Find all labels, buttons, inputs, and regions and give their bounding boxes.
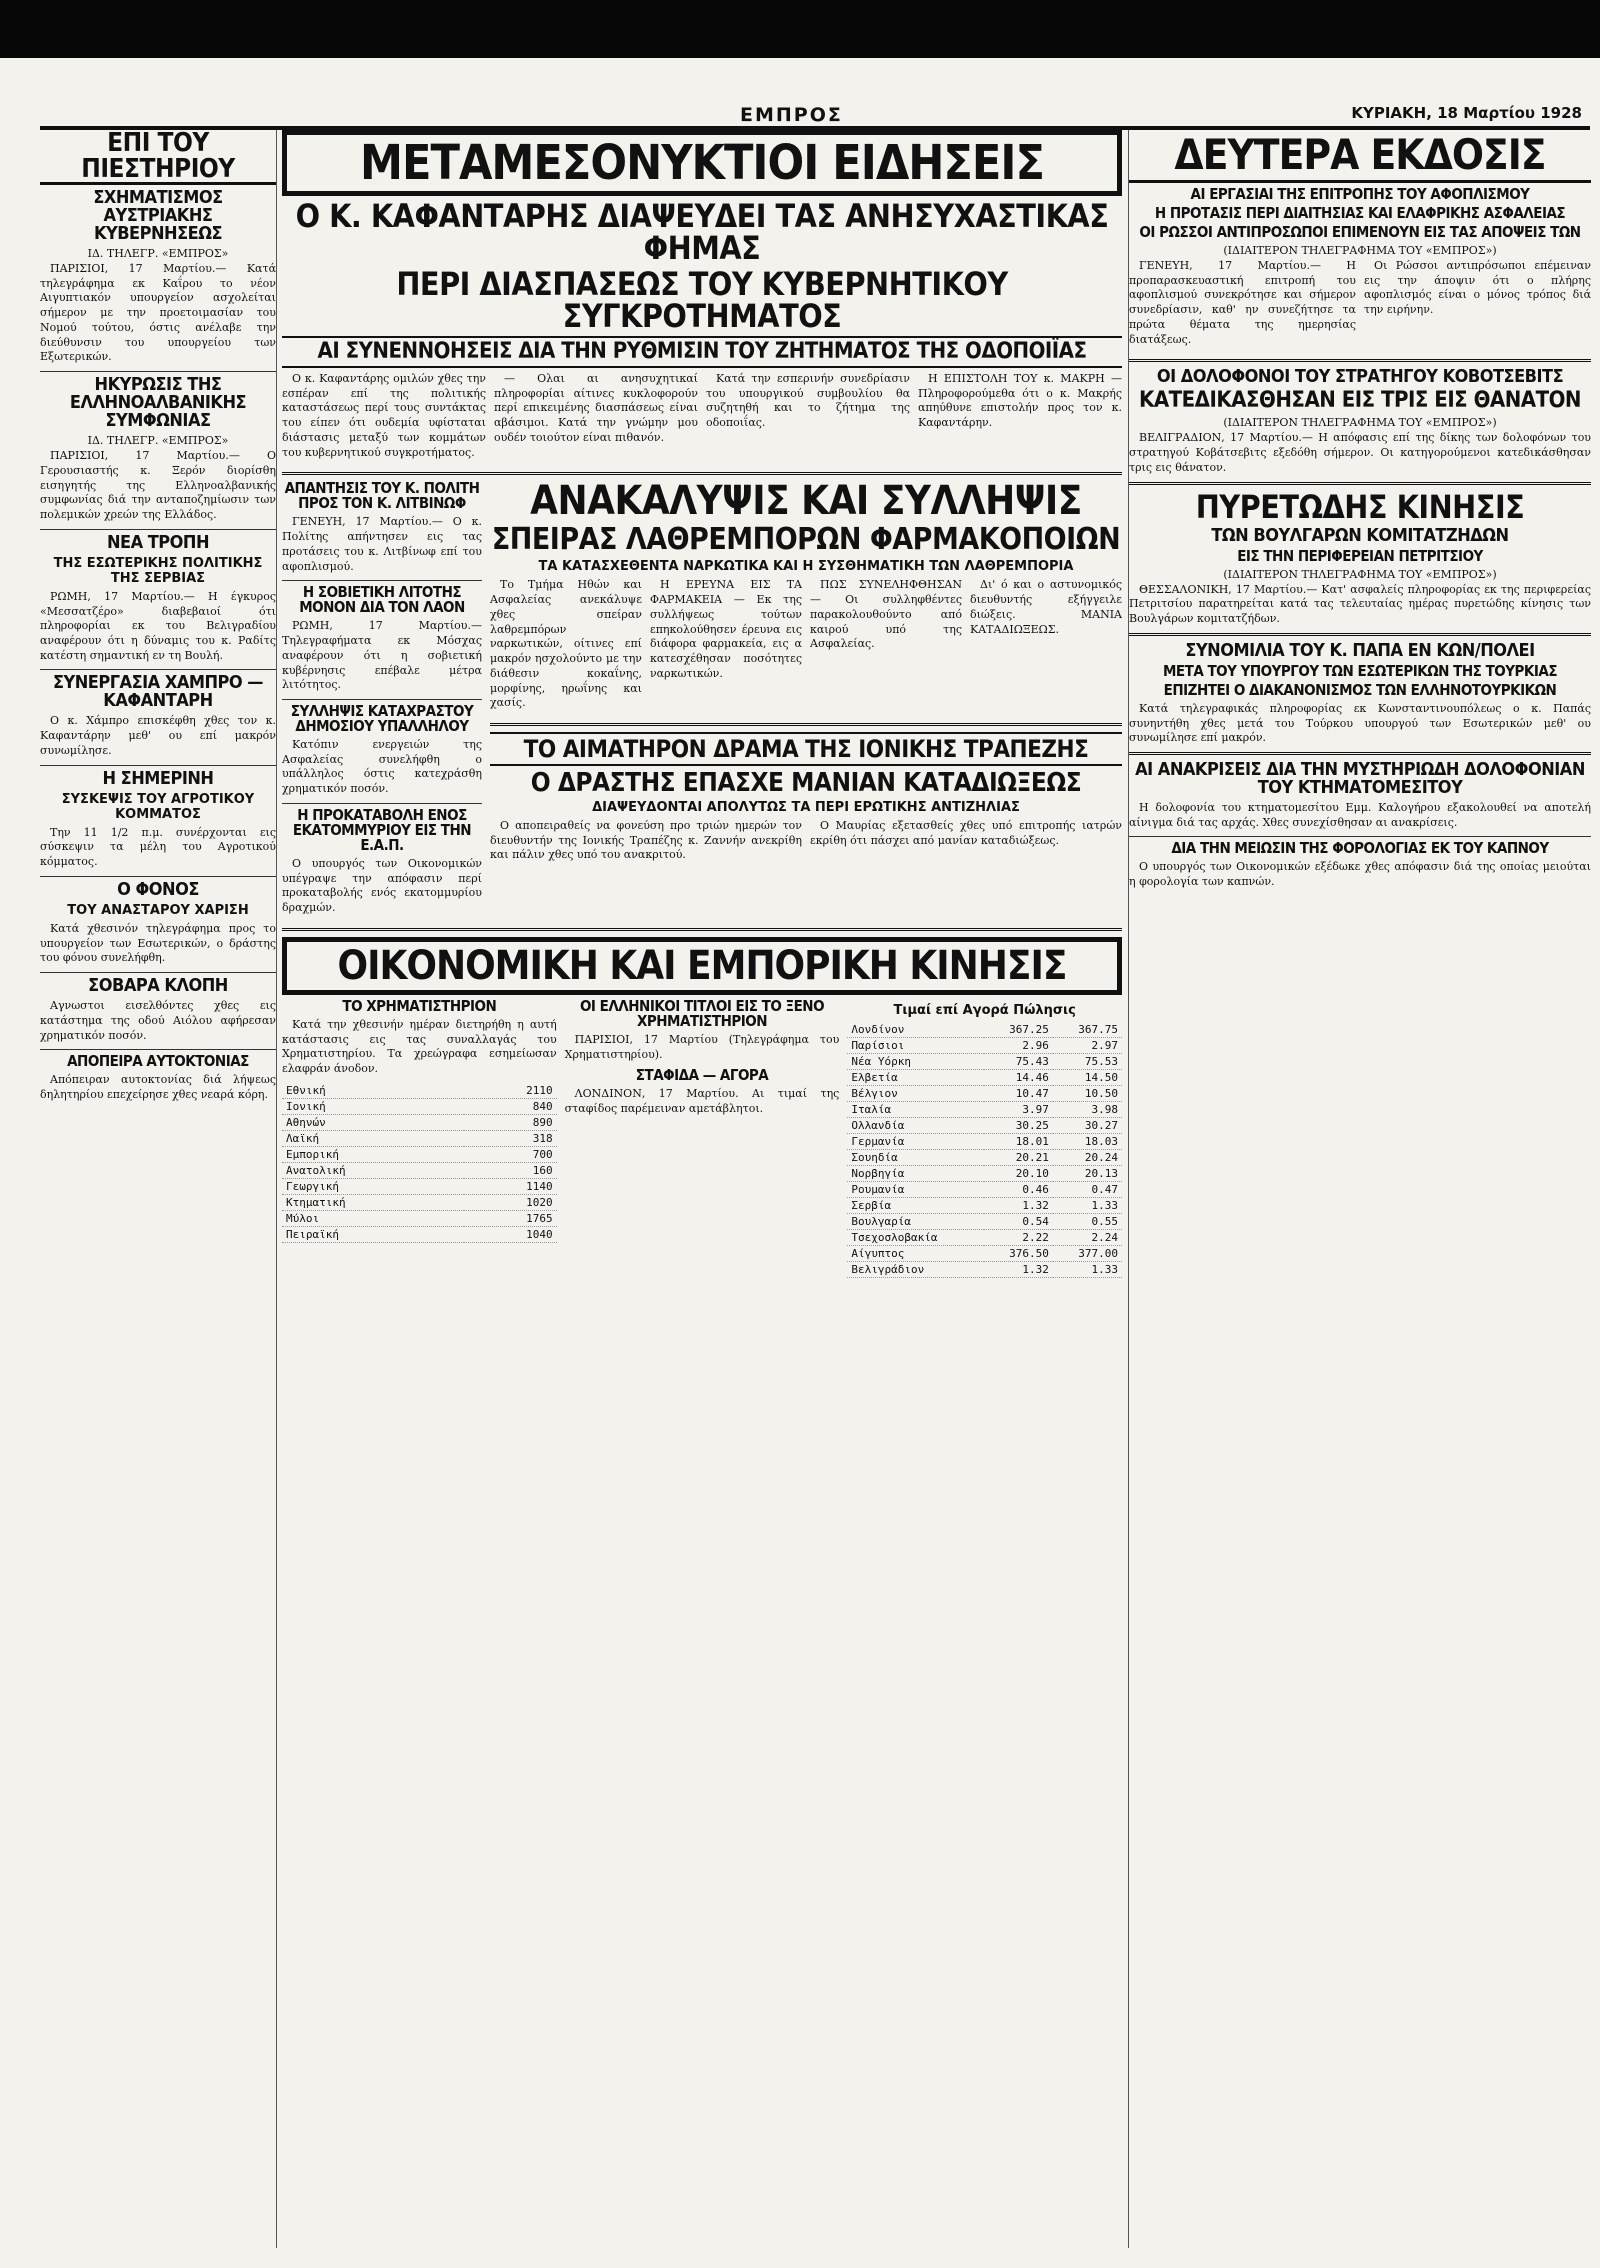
story-headline-line2: ΣΠΕΙΡΑΣ ΛΑΘΡΕΜΠΟΡΩΝ ΦΑΡΜΑΚΟΠΟΙΩΝ bbox=[491, 522, 1121, 558]
article-headline: Ο ΦΟΝΟΣ bbox=[117, 878, 199, 900]
divider bbox=[490, 723, 1122, 726]
right-column bbox=[1128, 130, 1591, 2248]
rate-buy: 14.46 bbox=[984, 1069, 1053, 1085]
quote-name: Γεωργική bbox=[282, 1178, 464, 1194]
rate-buy: 0.54 bbox=[984, 1213, 1053, 1229]
quote-value: 890 bbox=[464, 1114, 557, 1130]
rate-buy: 376.50 bbox=[984, 1245, 1053, 1261]
story-headline: ΤΟ ΑΙΜΑΤΗΡΟΝ ΔΡΑΜΑ ΤΗΣ ΙΟΝΙΚΗΣ ΤΡΑΠΕΖΗΣ bbox=[490, 732, 1122, 766]
left-header: ΕΠΙ ΤΟΥ ΠΙΕΣΤΗΡΙΟΥ bbox=[40, 130, 276, 185]
rate-city: Νέα Υόρκη bbox=[847, 1053, 983, 1069]
rate-row bbox=[847, 1069, 1122, 1085]
rate-row bbox=[847, 1197, 1122, 1213]
article-text: Την 11 1/2 π.μ. συνέρχονται εις σύσκεψιν τα μέλη του Αγροτικού κόμματος. bbox=[40, 825, 276, 869]
quote-value: 2110 bbox=[464, 1083, 557, 1099]
quote-value: 160 bbox=[464, 1162, 557, 1178]
article-headline: ΑΠΟΠΕΙΡΑ ΑΥΤΟΚΤΟΝΙΑΣ bbox=[67, 1052, 249, 1071]
article-subhead: ΤΗΣ ΕΣΩΤΕΡΙΚΗΣ ΠΟΛΙΤΙΚΗΣ ΤΗΣ ΣΕΡΒΙΑΣ bbox=[53, 555, 263, 586]
rate-row bbox=[847, 1213, 1122, 1229]
quote-name: Αθηνών bbox=[282, 1114, 464, 1130]
article-text: ΘΕΣΣΑΛΟΝΙΚΗ, 17 Μαρτίου.— Κατ' ασφαλείς πληροφορίας εκ της περιφερείας Πετριτσίου παρατηρείται κατά τας τελευταίας ημέρας πυρετώδης κίνησις των Βουλγάρων κομιτατζήδων. bbox=[1129, 582, 1591, 626]
article-text: Ο αποπειραθείς να φονεύση προ τριών ημερών τον διευθυντήν της Ιονικής Τραπέζης κ. Ζαννήν ανεκρίθη και πάλιν χθες υπό του ανακριτού. bbox=[490, 819, 802, 862]
article-text: Ο κ. Καφαντάρης ομιλών χθες την εσπέραν επί της πολιτικής καταστάσεως περί τους συντάκτας του είπεν ότι ουδεμία υφίσταται διάστασις μεταξύ των κομμάτων του κυβερνητικού συγκροτήματος. bbox=[282, 372, 486, 459]
rate-sell: 3.98 bbox=[1053, 1101, 1122, 1117]
lead-subheadline: ΑΙ ΣΥΝΕΝΝΟΗΣΕΙΣ ΔΙΑ ΤΗΝ ΡΥΘΜΙΣΙΝ ΤΟΥ ΖΗΤΗΜΑΤΟΣ ΤΗΣ ΟΔΟΠΟΙΪΑΣ bbox=[282, 336, 1122, 368]
rate-row bbox=[847, 1133, 1122, 1149]
economy-banner: ΟΙΚΟΝΟΜΙΚΗ ΚΑΙ ΕΜΠΟΡΙΚΗ ΚΙΝΗΣΙΣ bbox=[282, 937, 1122, 995]
exchange-rates bbox=[847, 999, 1122, 1278]
story-subheadline: ΤΑ ΚΑΤΑΣΧΕΘΕΝΤΑ ΝΑΡΚΩΤΙΚΑ ΚΑΙ Η ΣΥΣΘΗΜΑΤΙΚΗ ΤΩΝ ΛΑΘΡΕΜΠΟΡΙΑ bbox=[538, 559, 1074, 575]
rate-sell: 377.00 bbox=[1053, 1245, 1122, 1261]
divider bbox=[282, 803, 482, 804]
paper-name: ΕΜΠΡΟΣ bbox=[740, 104, 843, 126]
divider bbox=[40, 972, 276, 973]
rate-city: Βουλγαρία bbox=[847, 1213, 983, 1229]
story-subheadline: ΔΙΑΨΕΥΔΟΝΤΑΙ ΑΠΟΛΥΤΩΣ ΤΑ ΠΕΡΙ ΕΡΩΤΙΚΗΣ ΑΝΤΙΖΗΛΙΑΣ bbox=[592, 800, 1020, 816]
article-headline: ΔΙΑ ΤΗΝ ΜΕΙΩΣΙΝ ΤΗΣ ΦΟΡΟΛΟΓΙΑΣ ΕΚ ΤΟΥ ΚΑΠΝΟΥ bbox=[1171, 839, 1549, 858]
article-text: ΡΩΜΗ, 17 Μαρτίου.— Τηλεγραφήματα εκ Μόσχας αναφέρουν ότι η σοβιετική κυβέρνησις επέβαλε μέτρα λιτότητος. bbox=[282, 619, 482, 692]
divider bbox=[40, 765, 276, 766]
rate-city: Βελιγράδιον bbox=[847, 1261, 983, 1277]
article-headline: Η ΣΟΒΙΕΤΙΚΗ ΛΙΤΟΤΗΣ ΜΟΝΟΝ ΔΙΑ ΤΟΝ ΛΑΟΝ bbox=[299, 583, 465, 617]
rate-sell: 0.55 bbox=[1053, 1213, 1122, 1229]
article-headline: ΣΥΝΕΡΓΑΣΙΑ ΧΑΜΠΡΟ — ΚΑΦΑΝΤΑΡΗ bbox=[52, 672, 264, 712]
scan-top-border bbox=[0, 0, 1600, 58]
rate-buy: 1.32 bbox=[984, 1261, 1053, 1277]
banner-headline: ΜΕΤΑΜΕΣΟΝΥΚΤΙΟΙ ΕΙΔΗΣΕΙΣ bbox=[282, 130, 1122, 196]
article-headline: ΑΠΑΝΤΗΣΙΣ ΤΟΥ Κ. ΠΟΛΙΤΗ ΠΡΟΣ ΤΟΝ Κ. ΛΙΤΒΙΝΩΦ bbox=[284, 479, 480, 513]
article-text: Ο κ. Χάμπρο επισκέφθη χθες τον κ. Καφαντάρην μεθ' ου επί μακρόν συνωμίλησε. bbox=[40, 714, 276, 757]
article-headline: ΣΥΝΟΜΙΛΙΑ ΤΟΥ Κ. ΠΑΠΑ ΕΝ ΚΩΝ/ΠΟΛΕΙ bbox=[1185, 639, 1535, 661]
rate-sell: 14.50 bbox=[1053, 1069, 1122, 1085]
article-text: Κατά τηλεγραφικάς πληροφορίας εκ Κωνσταντινουπόλεως ο κ. Παπάς συνηντήθη χθες μετά του Τούρκου υπουργού των Εσωτερικών μεθ' ου συνωμίλησε επί μακρόν. bbox=[1129, 701, 1591, 745]
divider bbox=[1129, 359, 1591, 362]
article-subhead: Η ΠΡΟΤΑΣΙΣ ΠΕΡΙ ΔΙΑΙΤΗΣΙΑΣ ΚΑΙ ΕΛΑΦΡΙΚΗΣ ΑΣΦΑΛΕΙΑΣ bbox=[1154, 204, 1566, 222]
article-text: Κατά την χθεσινήν ημέραν διετηρήθη η αυτή κατάστασις εις τας συναλλαγάς του Χρηματιστηρίου. Τα χρεώγραφα εσημείωσαν ελαφράν άνοδον. bbox=[282, 1017, 557, 1076]
article-subhead: ΕΙΣ ΤΗΝ ΠΕΡΙΦΕΡΕΙΑΝ ΠΕΤΡΙΤΣΙΟΥ bbox=[1237, 546, 1483, 565]
article-text: Η ΕΡΕΥΝΑ ΕΙΣ ΤΑ ΦΑΡΜΑΚΕΙΑ — Εκ της συλλήψεως τούτων επηκολούθησεν έρευνα εις διάφορα φαρμακεία, εις α κατεσχέθησαν ποσότητες ναρκωτικών. bbox=[650, 578, 802, 680]
divider bbox=[40, 529, 276, 530]
divider bbox=[40, 371, 276, 372]
quote-row bbox=[282, 1210, 557, 1226]
dateline: (ΙΔΙΑΙΤΕΡΟΝ ΤΗΛΕΓΡΑΦΗΜΑ ΤΟΥ «ΕΜΠΡΟΣ») bbox=[1223, 244, 1497, 257]
dateline: ΙΔ. ΤΗΛΕΓΡ. «ΕΜΠΡΟΣ» bbox=[87, 247, 229, 260]
article-text: Δι' ό και ο αστυνομικός διευθυντής εξήγγειλε διώξεις. ΜΑΝΙΑ ΚΑΤΑΔΙΩΞΕΩΣ. bbox=[970, 578, 1122, 636]
quote-name: Πειραϊκή bbox=[282, 1226, 464, 1242]
rate-row bbox=[847, 1261, 1122, 1277]
quote-row bbox=[282, 1083, 557, 1099]
divider bbox=[282, 472, 1122, 475]
quote-name: Ιονική bbox=[282, 1098, 464, 1114]
quote-value: 840 bbox=[464, 1098, 557, 1114]
rate-row bbox=[847, 1149, 1122, 1165]
quote-row bbox=[282, 1146, 557, 1162]
article-text: Η ΕΠΙΣΤΟΛΗ ΤΟΥ κ. ΜΑΚΡΗ — Πληροφορούμεθα ότι ο κ. Μακρής απηύθυνε επιστολήν προς τον κ. Καφαντάρην. bbox=[918, 372, 1122, 430]
divider bbox=[1129, 836, 1591, 837]
rate-buy: 3.97 bbox=[984, 1101, 1053, 1117]
divider bbox=[40, 876, 276, 877]
article-headline: Η ΣΗΜΕΡΙΝΗ bbox=[102, 767, 214, 789]
main-stories bbox=[490, 478, 1122, 921]
quote-row bbox=[282, 1194, 557, 1210]
quote-name: Κτηματική bbox=[282, 1194, 464, 1210]
quote-row bbox=[282, 1098, 557, 1114]
lead-headline-line2: ΠΕΡΙ ΔΙΑΣΠΑΣΕΩΣ ΤΟΥ ΚΥΒΕΡΝΗΤΙΚΟΥ ΣΥΓΚΡΟΤΗΜΑΤΟΣ bbox=[396, 265, 1008, 335]
quote-name: Λαϊκή bbox=[282, 1130, 464, 1146]
rate-buy: 1.32 bbox=[984, 1197, 1053, 1213]
quote-name: Ανατολική bbox=[282, 1162, 464, 1178]
quote-name: Εθνική bbox=[282, 1083, 464, 1099]
quote-row bbox=[282, 1130, 557, 1146]
article-headline: ΑΙ ΕΡΓΑΣΙΑΙ ΤΗΣ ΕΠΙΤΡΟΠΗΣ ΤΟΥ ΑΦΟΠΛΙΣΜΟΥ bbox=[1190, 185, 1530, 203]
rate-city: Σουηδία bbox=[847, 1149, 983, 1165]
rate-city: Αίγυπτος bbox=[847, 1245, 983, 1261]
article-text: ΓΕΝΕΥΗ, 17 Μαρτίου.— Ο κ. Πολίτης απήντησεν εις τας προτάσεις του κ. Λιτβίνωφ επί του αφοπλισμού. bbox=[282, 515, 482, 573]
rate-sell: 367.75 bbox=[1053, 1022, 1122, 1038]
story-headline: ΑΝΑΚΑΛΥΨΙΣ ΚΑΙ ΣΥΛΛΗΨΙΣ bbox=[530, 478, 1082, 525]
rates-table bbox=[847, 1022, 1122, 1278]
divider bbox=[282, 580, 482, 581]
quotes-table bbox=[282, 1083, 557, 1243]
rate-city: Ολλανδία bbox=[847, 1117, 983, 1133]
rate-buy: 30.25 bbox=[984, 1117, 1053, 1133]
article-headline: ΣΤΑΦΙΔΑ — ΑΓΟΡΑ bbox=[635, 1066, 769, 1085]
article-headline: ΣΧΗΜΑΤΙΣΜΟΣ ΑΥΣΤΡΙΑΚΗΣ ΚΥΒΕΡΝΗΣΕΩΣ bbox=[93, 187, 223, 244]
quote-value: 318 bbox=[464, 1130, 557, 1146]
article-text: ΠΑΡΙΣΙΟΙ, 17 Μαρτίου.— Ο Γερουσιαστής κ. Ξερόν διορίσθη εισηγητής της Ελληνοαλβανικής συμφωνίας διά την ανταποζημίωσιν των πολεμικών χρεών της Ελλάδος. bbox=[40, 449, 276, 522]
economy-column bbox=[564, 996, 840, 1278]
rate-sell: 2.24 bbox=[1053, 1229, 1122, 1245]
article-text: Αγνωστοι εισελθόντες χθες εις κατάστημα της οδού Αιόλου αφήρεσαν χρηματικόν ποσόν. bbox=[40, 999, 276, 1042]
divider bbox=[1129, 633, 1591, 636]
article-headline: ΤΟ ΧΡΗΜΑΤΙΣΤΗΡΙΟΝ bbox=[342, 996, 497, 1015]
rate-row bbox=[847, 1165, 1122, 1181]
article-text: Ο υπουργός των Οικονομικών εξέδωκε χθες απόφασιν διά της οποίας μειούται η φορολογία των καπνών. bbox=[1129, 860, 1591, 889]
rate-row bbox=[847, 1037, 1122, 1053]
quote-row bbox=[282, 1178, 557, 1194]
rate-city: Τσεχοσλοβακία bbox=[847, 1229, 983, 1245]
rate-sell: 1.33 bbox=[1053, 1197, 1122, 1213]
rate-row bbox=[847, 1101, 1122, 1117]
rate-buy: 2.22 bbox=[984, 1229, 1053, 1245]
rate-sell: 1.33 bbox=[1053, 1261, 1122, 1277]
article-text: ΠΑΡΙΣΙΟΙ, 17 Μαρτίου (Τηλεγράφημα του Χρηματιστηρίου). bbox=[564, 1032, 840, 1061]
lead-headline: Ο Κ. ΚΑΦΑΝΤΑΡΗΣ ΔΙΑΨΕΥΔΕΙ ΤΑΣ ΑΝΗΣΥΧΑΣΤΙΚΑΣ ΦΗΜΑΣ bbox=[295, 197, 1109, 267]
article-text: Ο υπουργός των Οικονομικών υπέγραψε την απόφασιν περί προκαταβολής ενός εκατομμυρίου δραχμών. bbox=[282, 856, 482, 915]
article-subhead: ΤΟΥ ΑΝΑΣΤΑΡΟΥ ΧΑΡΙΣΗ bbox=[67, 902, 249, 918]
lead-article-body bbox=[282, 372, 1122, 466]
article-subhead: ΕΠΙΖΗΤΕΙ Ο ΔΙΑΚΑΝΟΝΙΣΜΟΣ ΤΩΝ ΕΛΛΗΝΟΤΟΥΡΚΙΚΩΝ bbox=[1163, 680, 1557, 699]
rate-buy: 367.25 bbox=[984, 1022, 1053, 1038]
economy-section bbox=[282, 996, 1122, 1278]
story-body bbox=[490, 819, 1122, 869]
article-text: Η δολοφονία του κτηματομεσίτου Εμμ. Καλογήρου εξακολουθεί να αποτελή αίνιγμα διά τας αρχάς. Χθες συνεχίσθησαν αι ανακρίσεις. bbox=[1129, 801, 1591, 829]
divider bbox=[282, 928, 1122, 931]
rate-sell: 75.53 bbox=[1053, 1053, 1122, 1069]
briefs-column bbox=[282, 481, 482, 921]
article-headline: ΣΥΛΛΗΨΙΣ ΚΑΤΑΧΡΑΣΤΟΥ ΔΗΜΟΣΙΟΥ ΥΠΑΛΛΗΛΟΥ bbox=[290, 702, 474, 736]
quote-value: 700 bbox=[464, 1146, 557, 1162]
article-text: ΠΩΣ ΣΥΝΕΛΗΦΘΗΣΑΝ — Οι συλληφθέντες παρακολουθούντο από καιρού υπό της Ασφαλείας. bbox=[810, 578, 962, 651]
dateline: ΙΔ. ΤΗΛΕΓΡ. «ΕΜΠΡΟΣ» bbox=[87, 434, 229, 448]
issue-date: ΚΥΡΙΑΚΗ, 18 Μαρτίου 1928 bbox=[1351, 104, 1582, 122]
quote-row bbox=[282, 1114, 557, 1130]
article-text: ΠΑΡΙΣΙΟΙ, 17 Μαρτίου.— Κατά τηλεγράφημα εκ Καΐρου το νέον Αιγυπτιακόν υπουργείον ασχολείται σήμερον με την προετοιμασίαν του Νομού τούτου, όστις ανέλαβε την διεύθυνσιν του υπουργείου των Εξωτερικών. bbox=[40, 262, 276, 364]
rate-row bbox=[847, 1229, 1122, 1245]
second-edition-header: ΔΕΥΤΕΡΑ ΕΚΔΟΣΙΣ bbox=[1129, 130, 1591, 183]
article-body bbox=[1129, 259, 1591, 353]
dateline: (ΙΔΙΑΙΤΕΡΟΝ ΤΗΛΕΓΡΑΦΗΜΑ ΤΟΥ «ΕΜΠΡΟΣ») bbox=[1223, 567, 1497, 581]
rate-buy: 2.96 bbox=[984, 1037, 1053, 1053]
rate-buy: 18.01 bbox=[984, 1133, 1053, 1149]
article-text: Ο Μαυρίας εξετασθείς χθες υπό επιτροπής ιατρών εκρίθη ότι πάσχει από μανίαν καταδιώξεως. bbox=[810, 819, 1122, 847]
article-headline: ΗΚΥΡΩΣΙΣ ΤΗΣ ΕΛΛΗΝΟΑΛΒΑΝΙΚΗΣ ΣΥΜΦΩΝΙΑΣ bbox=[69, 374, 247, 432]
rate-buy: 20.10 bbox=[984, 1165, 1053, 1181]
article-subhead: ΣΥΣΚΕΨΙΣ ΤΟΥ ΑΓΡΟΤΙΚΟΥ ΚΟΜΜΑΤΟΣ bbox=[61, 791, 255, 822]
rate-city: Σερβία bbox=[847, 1197, 983, 1213]
article-text: Το Τμήμα Ηθών και Ασφαλείας ανεκάλυψε χθες σπείραν λαθρεμπόρων ναρκωτικών, οίτινες επί μακρόν ησχολούντο με την διάθεσιν κοκαΐνης, μορφίνης, ηρωΐνης και χασίς. bbox=[490, 578, 642, 710]
rate-sell: 20.13 bbox=[1053, 1165, 1122, 1181]
rate-city: Βέλγιον bbox=[847, 1085, 983, 1101]
divider bbox=[1129, 482, 1591, 485]
quote-value: 1765 bbox=[464, 1210, 557, 1226]
article-text: ΡΩΜΗ, 17 Μαρτίου.— Η έγκυρος «Μεσσατζέρο» διαβεβαιοί ότι πληροφορίαι εκ του Βελιγραδίου αναφέρουν ότι η δύναμις του κ. Ραδίτς κατέστη σημαντική εν τη Βουλή. bbox=[40, 589, 276, 662]
article-headline: ΝΕΑ ΤΡΟΠΗ bbox=[106, 531, 210, 553]
quote-value: 1020 bbox=[464, 1194, 557, 1210]
divider bbox=[1129, 752, 1591, 755]
rate-sell: 20.24 bbox=[1053, 1149, 1122, 1165]
left-column bbox=[40, 130, 277, 2248]
rate-row bbox=[847, 1181, 1122, 1197]
article-text: Οι Ρώσσοι αντιπρόσωποι επέμειναν εις την άποψιν ότι ο πλήρης αφοπλισμός είναι ο μόνος τρόπος διά την ειρήνην. bbox=[1364, 259, 1591, 317]
economy-column bbox=[282, 996, 557, 1278]
rate-row bbox=[847, 1117, 1122, 1133]
dateline: (ΙΔΙΑΙΤΕΡΟΝ ΤΗΛΕΓΡΑΦΗΜΑ ΤΟΥ «ΕΜΠΡΟΣ») bbox=[1223, 416, 1497, 430]
rate-sell: 18.03 bbox=[1053, 1133, 1122, 1149]
divider bbox=[40, 1049, 276, 1050]
article-text: Απόπειραν αυτοκτονίας διά λήψεως δηλητηρίου επεχείρησε χθες νεαρά κόρη. bbox=[40, 1073, 276, 1102]
quote-name: Μύλοι bbox=[282, 1210, 464, 1226]
rate-sell: 2.97 bbox=[1053, 1037, 1122, 1053]
rate-city: Νορβηγία bbox=[847, 1165, 983, 1181]
masthead-strip bbox=[40, 104, 1590, 130]
story-body bbox=[490, 578, 1122, 717]
rate-buy: 0.46 bbox=[984, 1181, 1053, 1197]
divider bbox=[282, 699, 482, 700]
divider bbox=[40, 669, 276, 670]
quote-row bbox=[282, 1162, 557, 1178]
rate-sell: 0.47 bbox=[1053, 1181, 1122, 1197]
rate-city: Ρουμανία bbox=[847, 1181, 983, 1197]
article-headline: ΟΙ ΕΛΛΗΝΙΚΟΙ ΤΙΤΛΟΙ ΕΙΣ ΤΟ ΞΕΝΟ ΧΡΗΜΑΤΙΣΤΗΡΙΟΝ bbox=[579, 996, 825, 1030]
rate-city: Ιταλία bbox=[847, 1101, 983, 1117]
quote-value: 1040 bbox=[464, 1226, 557, 1242]
article-headline: ΑΙ ΑΝΑΚΡΙΣΕΙΣ ΔΙΑ ΤΗΝ ΜΥΣΤΗΡΙΩΔΗ ΔΟΛΟΦΟΝΙΑΝ ΤΟΥ ΚΤΗΜΑΤΟΜΕΣΙΤΟΥ bbox=[1135, 759, 1585, 799]
article-subhead: ΟΙ ΡΩΣΣΟΙ ΑΝΤΙΠΡΟΣΩΠΟΙ ΕΠΙΜΕΝΟΥΝ ΕΙΣ ΤΑΣ ΑΠΟΨΕΙΣ ΤΩΝ bbox=[1139, 223, 1581, 241]
center-lower bbox=[282, 478, 1122, 921]
article-headline: Η ΠΡΟΚΑΤΑΒΟΛΗ ΕΝΟΣ ΕΚΑΤΟΜΜΥΡΙΟΥ ΕΙΣ ΤΗΝ Ε.Α.Π. bbox=[292, 805, 472, 854]
article-headline: ΠΥΡΕΤΩΔΗΣ ΚΙΝΗΣΙΣ bbox=[1195, 487, 1525, 526]
article-subhead: ΜΕΤΑ ΤΟΥ ΥΠΟΥΡΓΟΥ ΤΩΝ ΕΣΩΤΕΡΙΚΩΝ ΤΗΣ ΤΟΥΡΚΙΑΣ bbox=[1162, 661, 1558, 680]
rate-row bbox=[847, 1245, 1122, 1261]
story-headline-line2: Ο ΔΡΑΣΤΗΣ ΕΠΑΣΧΕ ΜΑΝΙΑΝ ΚΑΤΑΔΙΩΞΕΩΣ bbox=[530, 768, 1082, 799]
article-subhead: ΤΩΝ ΒΟΥΛΓΑΡΩΝ ΚΟΜΙΤΑΤΖΗΔΩΝ bbox=[1211, 524, 1509, 546]
center-column bbox=[282, 130, 1122, 2248]
rate-city: Ελβετία bbox=[847, 1069, 983, 1085]
article-text: — Ολαι αι ανησυχητικαί πληροφορίαι αίτινες κυκλοφορούν περί επικειμένης διασπάσεως είναι αβάσιμοι. Κατά την γνώμην μου ουδέν τοιούτον είναι πιθανόν. bbox=[494, 372, 698, 444]
rate-city: Παρίσιοι bbox=[847, 1037, 983, 1053]
article-text: Κατά χθεσινόν τηλεγράφημα προς το υπουργείον των Εσωτερικών, ο δράστης του φόνου συνελήφθη. bbox=[40, 921, 276, 965]
rate-buy: 75.43 bbox=[984, 1053, 1053, 1069]
rate-sell: 30.27 bbox=[1053, 1117, 1122, 1133]
quote-name: Εμπορική bbox=[282, 1146, 464, 1162]
article-headline: ΣΟΒΑΡΑ ΚΛΟΠΗ bbox=[88, 975, 228, 997]
article-headline: ΟΙ ΔΟΛΟΦΟΝΟΙ ΤΟΥ ΣΤΡΑΤΗΓΟΥ ΚΟΒΟΤΣΕΒΙΤΣ bbox=[1156, 366, 1564, 388]
article-text: ΒΕΛΙΓΡΑΔΙΟΝ, 17 Μαρτίου.— Η απόφασις επί της δίκης των δολοφόνων του στρατηγού Κοβάτσεβιτς εξεδόθη σήμερον. Οι κατηγορούμενοι κατεδικάσθησαν τρις εις θάνατον. bbox=[1129, 431, 1591, 474]
rate-row bbox=[847, 1085, 1122, 1101]
article-text: ΛΟΝΔΙΝΟΝ, 17 Μαρτίου. Αι τιμαί της σταφίδος παρέμειναν αμετάβλητοι. bbox=[564, 1087, 840, 1116]
article-text: Κατά την εσπερινήν συνεδρίασιν του υπουργικού συμβουλίου θα συζητηθή και το ζήτημα της οδοποιΐας. bbox=[706, 372, 910, 430]
rate-row bbox=[847, 1022, 1122, 1038]
rate-sell: 10.50 bbox=[1053, 1085, 1122, 1101]
rate-city: Γερμανία bbox=[847, 1133, 983, 1149]
article-subhead: ΚΑΤΕΔΙΚΑΣΘΗΣΑΝ ΕΙΣ ΤΡΙΣ ΕΙΣ ΘΑΝΑΤΟΝ bbox=[1139, 388, 1581, 414]
rate-row bbox=[847, 1053, 1122, 1069]
rates-header: Τιμαί επί Αγορά Πώλησις bbox=[893, 1002, 1076, 1018]
article-text: Κατόπιν ενεργειών της Ασφαλείας συνελήφθη ο υπάλληλος όστις κατεχράσθη χρηματικόν ποσόν. bbox=[282, 738, 482, 796]
article-text: ΓΕΝΕΥΗ, 17 Μαρτίου.— Η προπαρασκευαστική επιτροπή του αφοπλισμού συνεκρότησε και σήμερον συνεδρίασιν, καθ' ην συνεζήτησε τα πρώτα θέματα της ημερησίας διατάξεως. bbox=[1129, 259, 1356, 346]
quote-row bbox=[282, 1226, 557, 1242]
rate-buy: 20.21 bbox=[984, 1149, 1053, 1165]
quote-value: 1140 bbox=[464, 1178, 557, 1194]
rate-buy: 10.47 bbox=[984, 1085, 1053, 1101]
rate-city: Λονδίνον bbox=[847, 1022, 983, 1038]
